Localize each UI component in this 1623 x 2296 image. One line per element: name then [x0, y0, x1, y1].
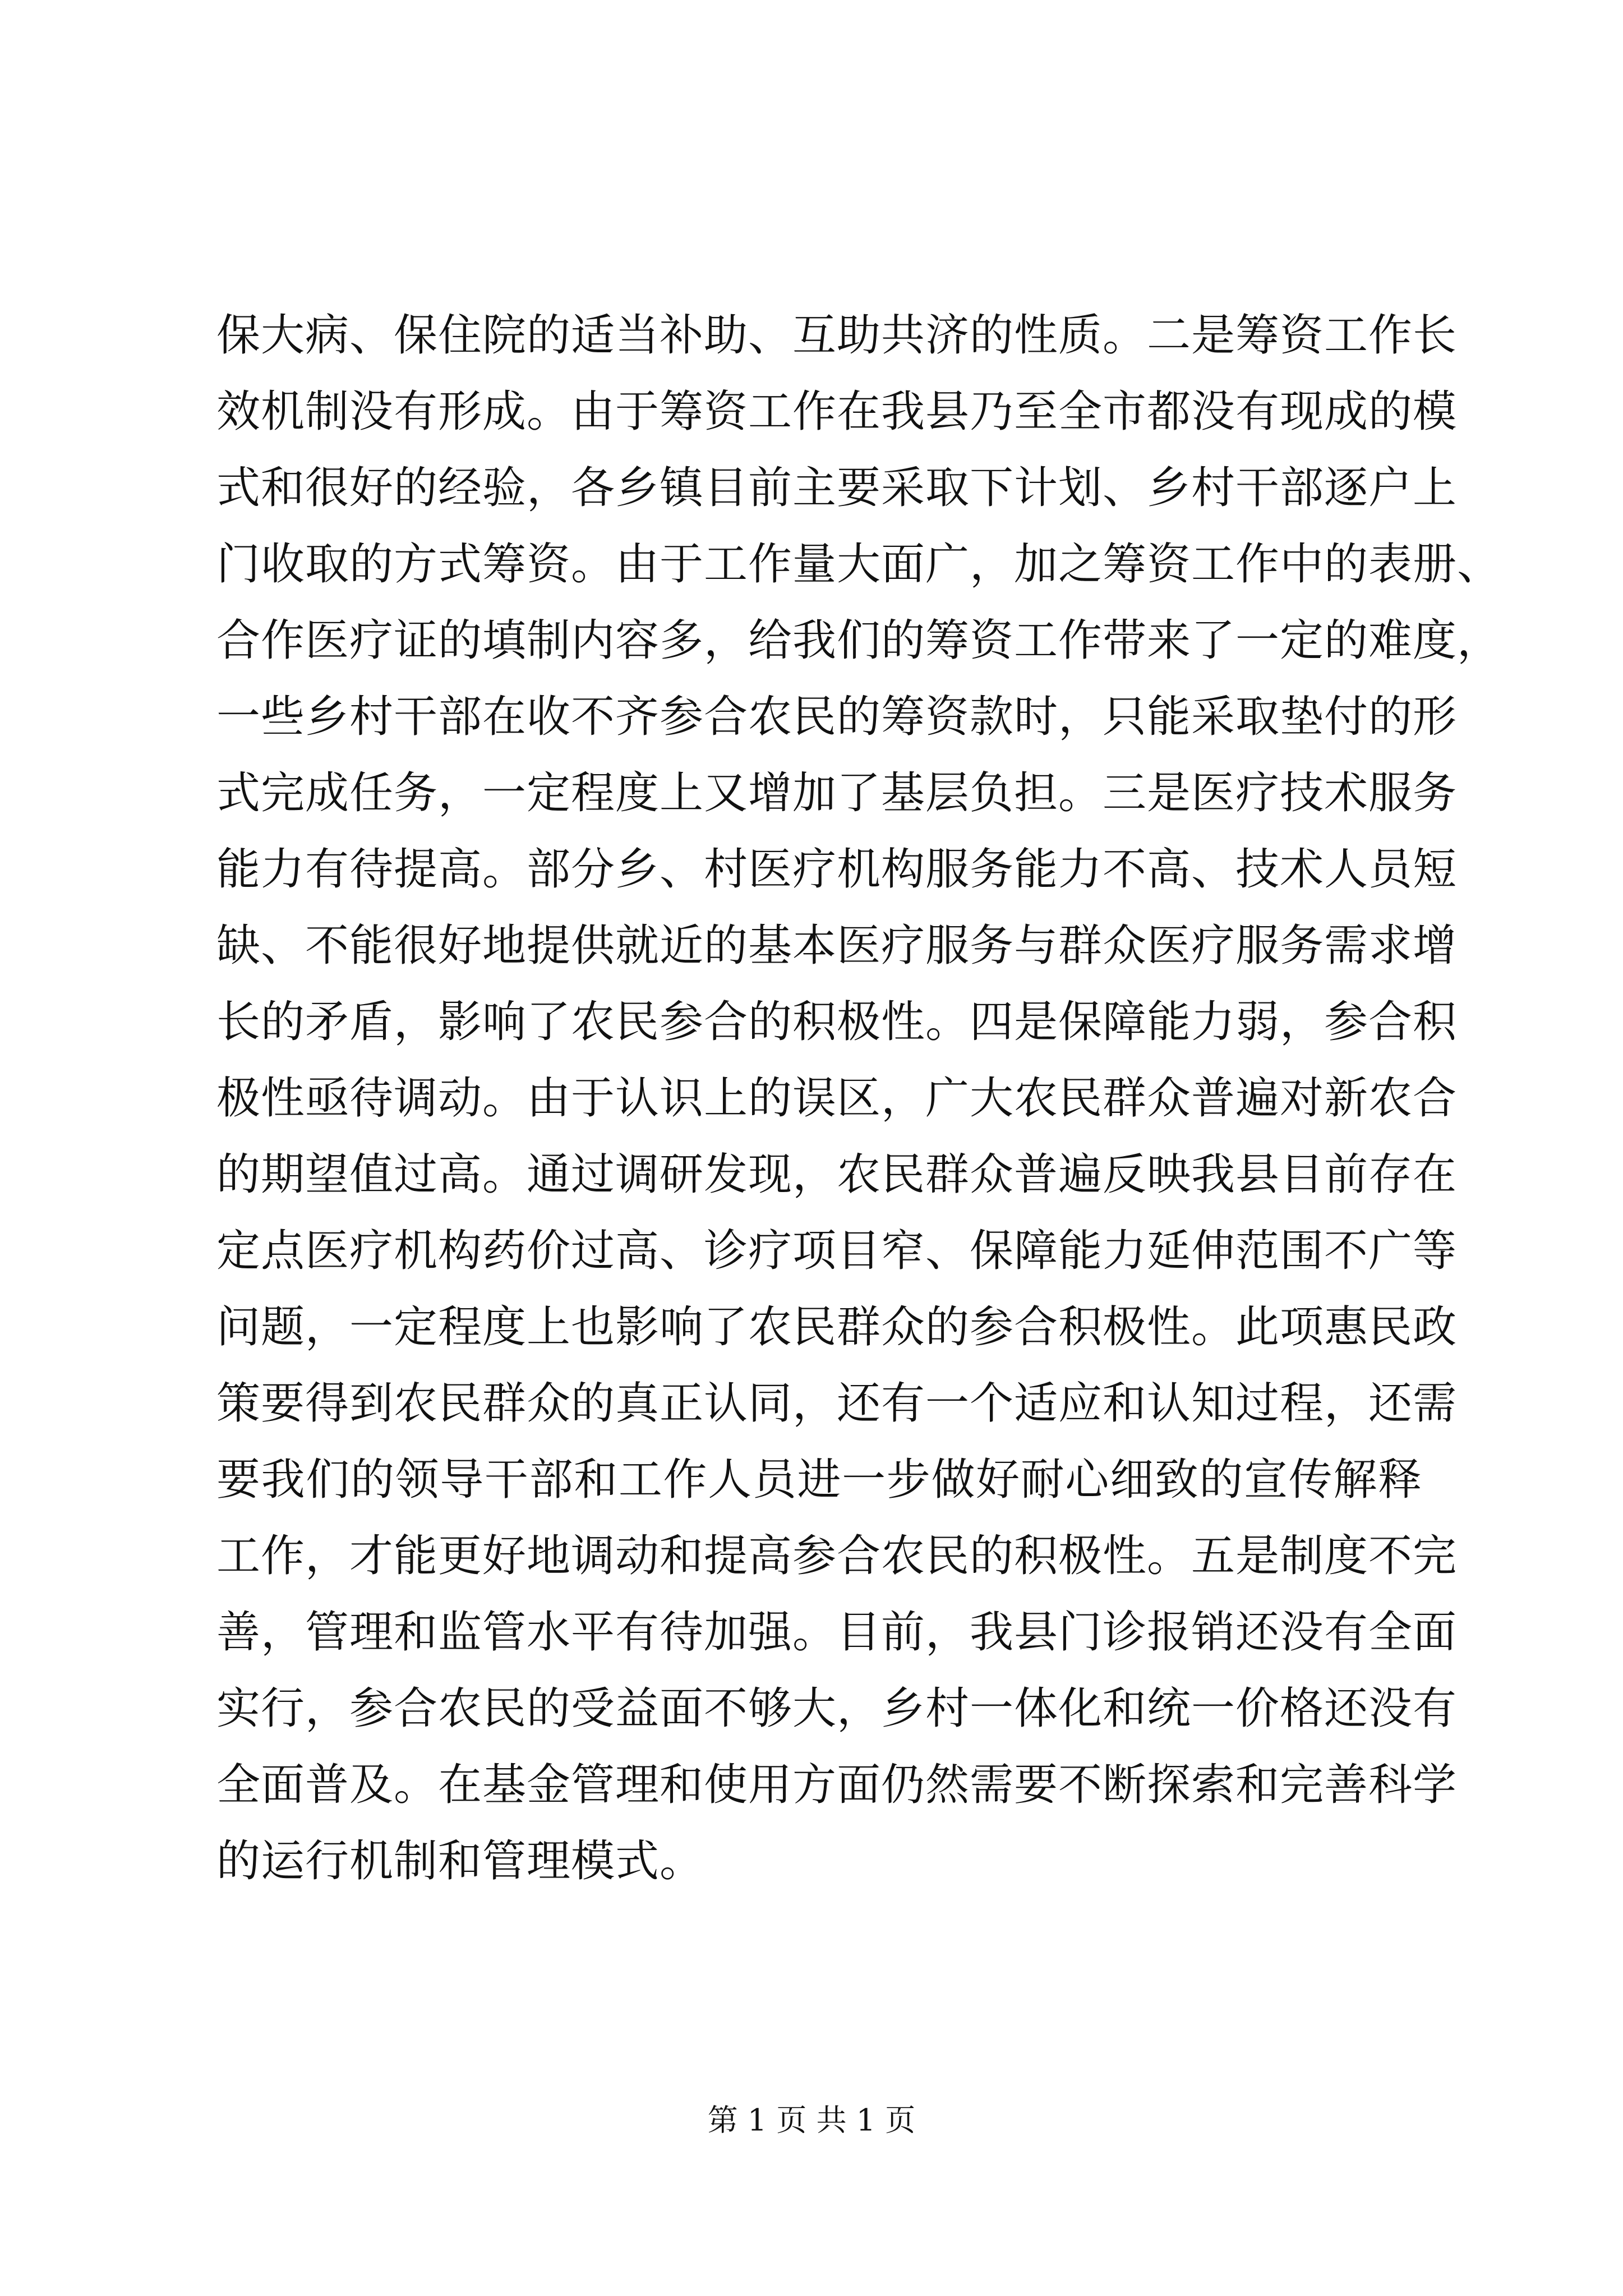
text-line: 缺、不能很好地提供就近的基本医疗服务与群众医疗服务需求增: [216, 921, 1458, 971]
text-line: 的运行机制和管理模式。: [216, 1836, 704, 1887]
text-line: 要我们的领导干部和工作人员进一步做好耐心细致的宣传解释: [216, 1455, 1422, 1505]
text-line: 工作，才能更好地调动和提高参合农民的积极性。五是制度不完: [216, 1531, 1458, 1581]
text-line: 式完成任务，一定程度上又增加了基层负担。三是医疗技术服务: [216, 768, 1458, 818]
text-line: 式和很好的经验，各乡镇目前主要采取下计划、乡村干部逐户上: [216, 463, 1458, 513]
text-line: 极性亟待调动。由于认识上的误区，广大农民群众普遍对新农合: [216, 1073, 1458, 1124]
page-footer: 第 1 页 共 1 页: [707, 2102, 916, 2138]
text-line: 全面普及。在基金管理和使用方面仍然需要不断探索和完善科学: [216, 1760, 1458, 1810]
text-line: 门收取的方式筹资。由于工作量大面广，加之筹资工作中的表册、: [216, 539, 1502, 590]
text-line: 问题，一定程度上也影响了农民群众的参合积极性。此项惠民政: [216, 1302, 1458, 1352]
text-line: 保大病、保住院的适当补助、互助共济的性质。二是筹资工作长: [216, 310, 1458, 361]
text-line: 善，管理和监管水平有待加强。目前，我县门诊报销还没有全面: [216, 1607, 1458, 1658]
text-line: 定点医疗机构药价过高、诊疗项目窄、保障能力延伸范围不广等: [216, 1226, 1458, 1276]
text-line: 合作医疗证的填制内容多，给我们的筹资工作带来了一定的难度，: [216, 615, 1502, 666]
text-line: 长的矛盾，影响了农民参合的积极性。四是保障能力弱，参合积: [216, 997, 1458, 1047]
text-line: 实行，参合农民的受益面不够大，乡村一体化和统一价格还没有: [216, 1683, 1458, 1734]
text-line: 的期望值过高。通过调研发现，农民群众普遍反映我县目前存在: [216, 1149, 1458, 1200]
text-line: 效机制没有形成。由于筹资工作在我县乃至全市都没有现成的模: [216, 386, 1458, 437]
text-line: 一些乡村干部在收不齐参合农民的筹资款时，只能采取垫付的形: [216, 692, 1458, 742]
body-text: [216, 297, 1502, 1899]
text-line: 策要得到农民群众的真正认同，还有一个适应和认知过程，还需: [216, 1378, 1458, 1429]
text-line: 能力有待提高。部分乡、村医疗机构服务能力不高、技术人员短: [216, 844, 1458, 895]
